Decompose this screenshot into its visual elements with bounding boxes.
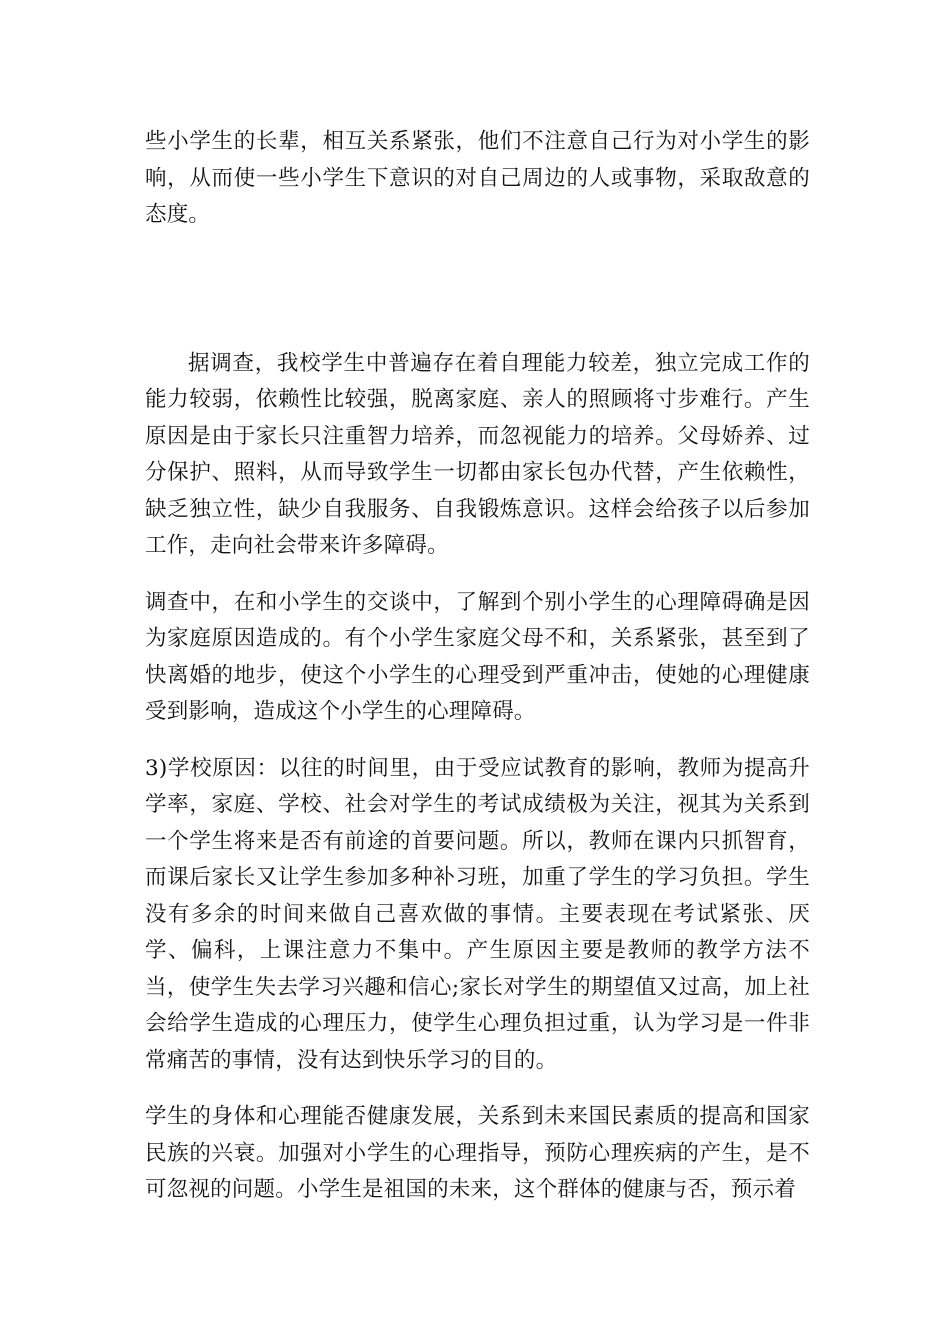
paragraph-self-care-survey: 据调查，我校学生中普遍存在着自理能力较差，独立完成工作的能力较弱，依赖性比较强，脱离家庭、亲人的照顾将寸步难行。产生原因是由于家长只注重智力培养，而忽视能力的培养。父母娇养、过分保护、照料，从而导致学生一切都由家长包办代替，产生依赖性，缺乏独立性，缺少自我服务、自我锻炼意识。这样会给孩子以后参加工作，走向社会带来许多障碍。	[145, 350, 810, 558]
paragraph-school-reasons: 3)学校原因：以往的时间里，由于受应试教育的影响，教师为提高升学率，家庭、学校、社会对学生的考试成绩极为关注，视其为关系到一个学生将来是否有前途的首要问题。所以，教师在课内只抓智育，而课后家长又让学生参加多种补习班，加重了学生的学习负担。学生没有多余的时间来做自己喜欢做的事情。主要表现在考试紧张、厌学、偏科，上课注意力不集中。产生原因主要是教师的教学方法不当，使学生失去学习兴趣和信心;家长对学生的期望值又过高，加上社会给学生造成的心理压力，使学生心理负担过重，认为学习是一件非常痛苦的事情，没有达到快乐学习的目的。	[145, 755, 810, 1073]
paragraph-conclusion: 学生的身体和心理能否健康发展，关系到未来国民素质的提高和国家民族的兴衰。加强对小学生的心理指导，预防心理疾病的产生，是不可忽视的问题。小学生是祖国的未来，这个群体的健康与否，预示着	[145, 1104, 810, 1202]
document-body	[145, 124, 810, 1229]
paragraph-family-attitude: 些小学生的长辈，相互关系紧张，他们不注意自己行为对小学生的影响，从而使一些小学生下意识的对自己周边的人或事物，采取敌意的态度。	[145, 129, 810, 227]
paragraph-family-conflict: 调查中，在和小学生的交谈中，了解到个别小学生的心理障碍确是因为家庭原因造成的。有个小学生家庭父母不和，关系紧张，甚至到了快离婚的地步，使这个小学生的心理受到严重冲击，使她的心理健康受到影响，造成这个小学生的心理障碍。	[145, 589, 810, 724]
